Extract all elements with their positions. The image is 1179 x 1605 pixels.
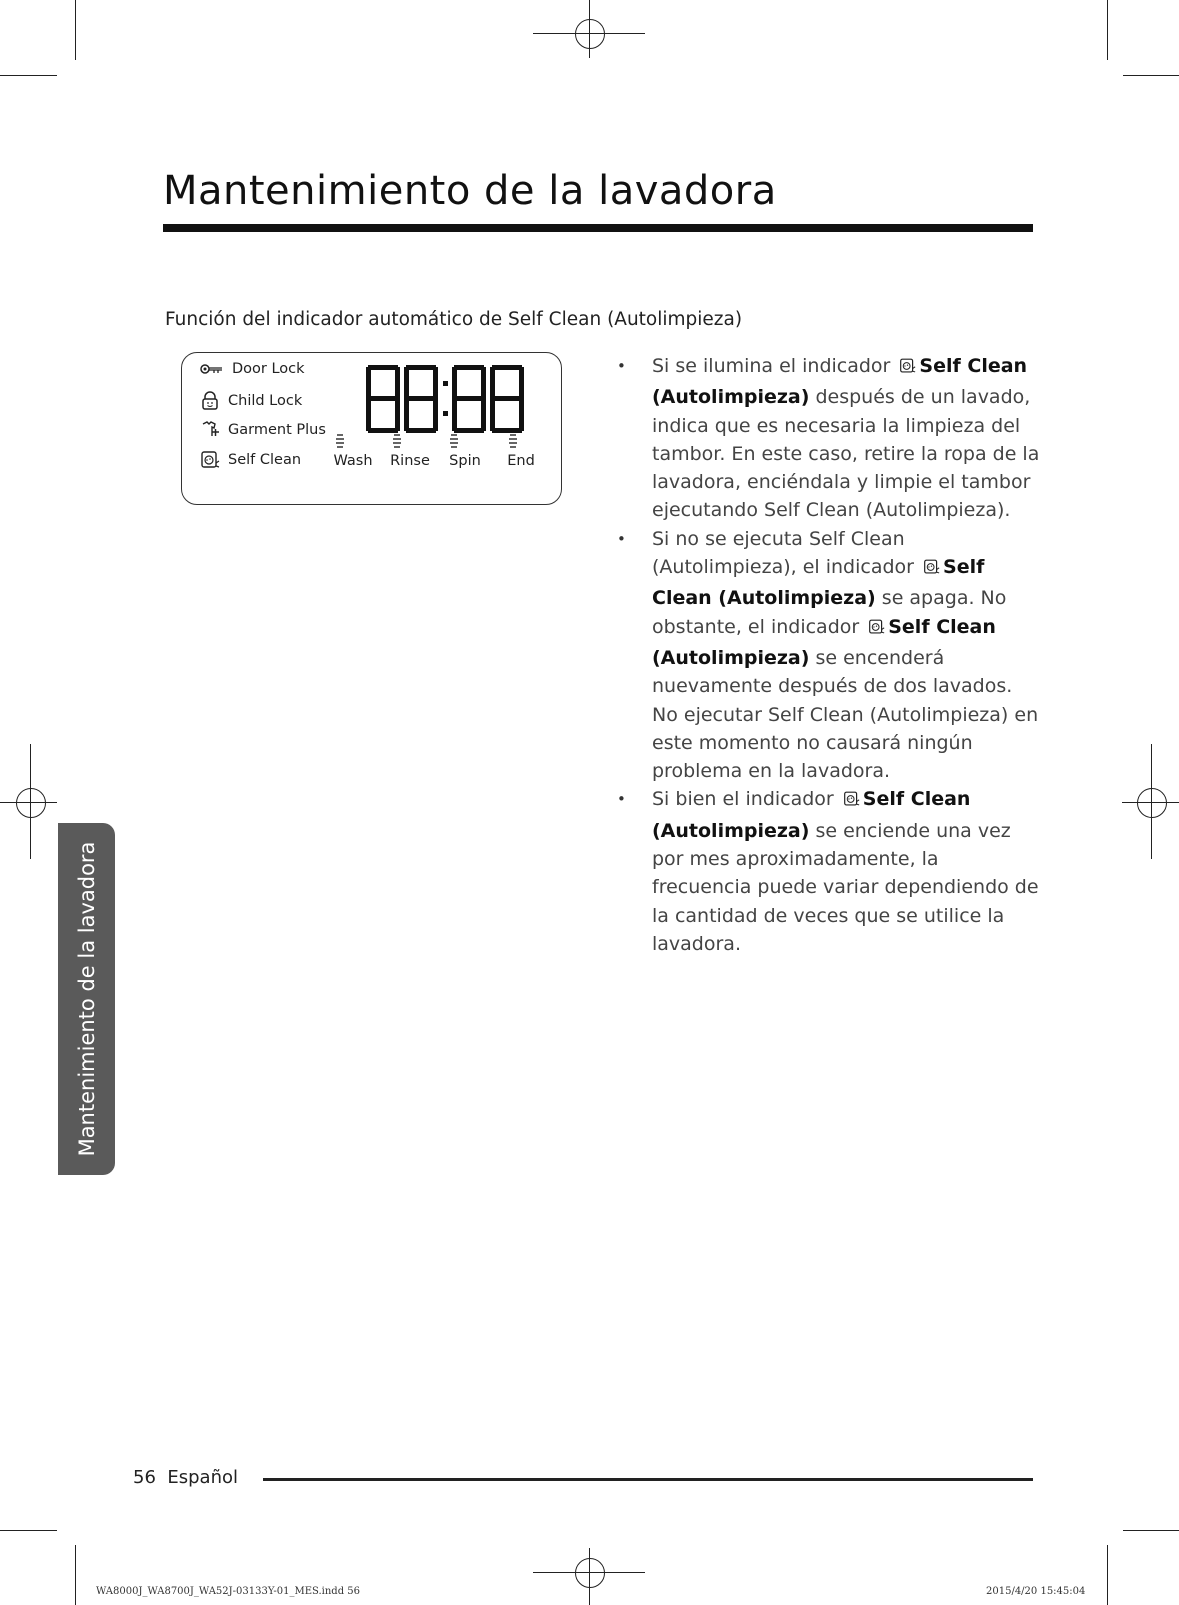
cycle-label-end: End — [507, 453, 535, 469]
bullet-text: Si se ilumina el indicador — [652, 355, 897, 377]
self-clean-icon — [899, 355, 916, 383]
print-timestamp: 2015/4/20 15:45:04 — [986, 1586, 1086, 1597]
cycle-light-icon — [330, 433, 350, 449]
crop-mark — [1107, 1545, 1108, 1605]
child-lock-icon — [200, 391, 220, 411]
garment-plus-icon — [200, 420, 220, 440]
bullet-text: se encenderá nuevamente después de dos lavados. No ejecutar Self Clean (Autolimpieza) en este momento no causará ningún problema en la lavadora. — [652, 646, 1039, 783]
self-clean-icon — [200, 450, 220, 470]
bullet-list — [611, 352, 1041, 958]
crop-mark — [1123, 1530, 1179, 1531]
self-clean-icon — [923, 556, 940, 584]
bullet-bold-text: Self Clean (Autolimpieza) — [652, 788, 971, 842]
indicator-child-lock — [200, 391, 302, 411]
print-slug: WA8000J_WA8700J_WA52J-03133Y-01_MES.indd 56 — [96, 1586, 361, 1597]
indicator-self-clean — [200, 450, 301, 470]
page-language: Español — [167, 1467, 238, 1488]
crop-mark — [75, 0, 76, 60]
bullet-text: después de un lavado, indica que es necesaria la limpieza del tambor. En este caso, retire la ropa de la lavadora, enciéndala y limpie el tambor ejecutando Self Clean (Autolimpieza). — [652, 386, 1040, 522]
title-rule — [163, 224, 1033, 232]
key-icon — [200, 362, 224, 376]
cycle-light-icon — [387, 433, 407, 449]
cycle-label-spin: Spin — [449, 453, 481, 469]
registration-mark — [1137, 788, 1167, 818]
bullet-item — [611, 525, 1041, 786]
cycle-light-icon — [444, 433, 464, 449]
indicator-garment-plus — [200, 420, 326, 440]
bullet-bold-text: Self Clean (Autolimpieza) — [652, 615, 996, 669]
section-subtitle: Función del indicador automático de Self Clean (Autolimpieza) — [165, 309, 743, 330]
page-number: 56 — [133, 1467, 156, 1488]
side-chapter-tab-label: Mantenimiento de la lavadora — [75, 841, 99, 1157]
bullet-item — [611, 352, 1041, 525]
bullet-item — [611, 785, 1041, 958]
bullet-text: se enciende una vez por mes aproximadamente, la frecuencia puede variar dependiendo de la cantidad de veces que se utilice la lavadora. — [652, 819, 1039, 955]
indicator-label: Child Lock — [228, 393, 303, 409]
indicator-label: Garment Plus — [228, 422, 326, 438]
registration-mark — [575, 1558, 605, 1588]
cycle-label-rinse: Rinse — [390, 453, 430, 469]
indicator-door-lock — [200, 361, 305, 377]
registration-mark — [575, 19, 605, 49]
page-footer — [133, 1467, 238, 1488]
seven-segment-display — [366, 363, 526, 435]
bullet-text: se apaga. No obstante, el indicador — [652, 587, 1007, 638]
page-title: Mantenimiento de la lavadora — [163, 168, 777, 214]
crop-mark — [75, 1545, 76, 1605]
indicator-label: Door Lock — [232, 361, 305, 377]
control-panel-illustration — [181, 352, 562, 505]
bullet-bold-text: Self Clean (Autolimpieza) — [652, 556, 985, 610]
crop-mark — [0, 1530, 57, 1531]
registration-mark — [16, 788, 46, 818]
crop-mark — [1107, 0, 1108, 60]
bullet-text: Si no se ejecuta Self Clean (Autolimpieza), el indicador — [652, 527, 921, 579]
indicator-label: Self Clean — [228, 452, 302, 468]
cycle-label-wash: Wash — [333, 453, 373, 469]
cycle-light-icon — [503, 433, 523, 449]
self-clean-icon — [868, 616, 885, 644]
self-clean-icon — [843, 788, 860, 816]
crop-mark — [0, 75, 57, 76]
bullet-bold-text: Self Clean (Autolimpieza) — [652, 355, 1028, 409]
bullet-text: Si bien el indicador — [652, 788, 840, 811]
crop-mark — [1123, 75, 1179, 76]
footer-rule — [263, 1478, 1033, 1481]
